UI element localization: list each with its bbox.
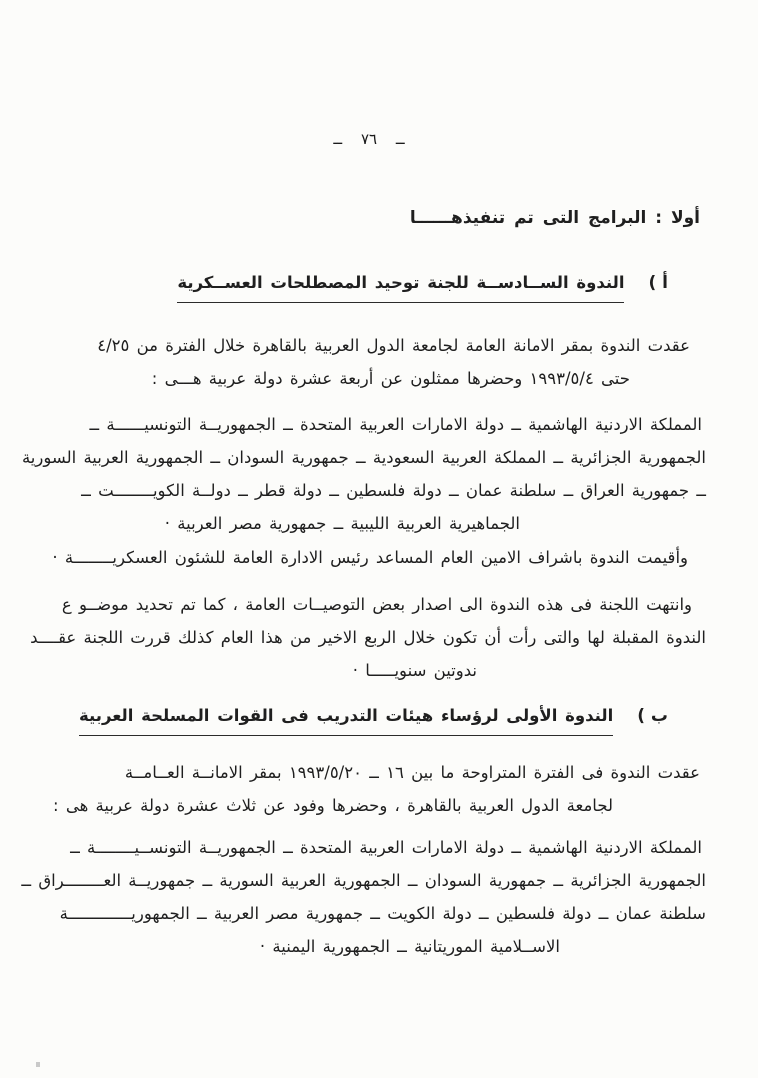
section-a-paragraph-1 xyxy=(40,329,706,395)
section-a-country-list xyxy=(21,408,706,540)
text-line: المملكة الاردنية الهاشمية ــ دولة الامارات العربية المتحدة ــ الجمهوريــة التونسيــــــة ــ xyxy=(89,415,702,434)
text-line: وانتهت اللجنة فى هذه الندوة الى اصدار بعض التوصيــات العامة ، كما تم تحديد موضــو ع xyxy=(61,595,692,614)
section-a-heading xyxy=(177,269,668,303)
text-line: الجمهورية الجزائرية ــ المملكة العربية السعودية ــ جمهورية السودان ــ الجمهورية العربية السورية xyxy=(21,448,706,467)
text-line: ندوتين سنويـــــا · xyxy=(352,661,477,680)
text-line: سلطنة عمان ــ دولة فلسطين ــ دولة الكويت ــ جمهورية مصر العربية ــ الجمهوريـــــــــــــة xyxy=(59,904,706,923)
text-line: المملكة الاردنية الهاشمية ــ دولة الامارات العربية المتحدة ــ الجمهوريــة التونســيــــــــة ــ xyxy=(70,838,702,857)
section-b-title: الندوة الأولى لرؤساء هيئات التدريب فى القوات المسلحة العربية xyxy=(79,702,613,736)
text-line: الجماهيرية العربية الليبية ــ جمهورية مصر العربية · xyxy=(164,514,520,533)
text-line: عقدت الندوة فى الفترة المتراوحة ما بين ١٦ ــ ١٩٩٣/٥/٢٠ بمقر الامانــة العــامــة xyxy=(124,763,700,782)
section-b-country-list xyxy=(21,831,706,963)
section-a-title: الندوة الســادســة للجنة توحيد المصطلحات العســكرية xyxy=(177,269,624,303)
section-a-paragraph-4 xyxy=(30,588,706,687)
text-line: الجمهورية الجزائرية ــ جمهورية السودان ــ الجمهورية العربية السورية ــ جمهوريــة العــــــــراق ــ xyxy=(21,871,706,890)
section-b-heading xyxy=(79,702,668,736)
intro-line: أولا : البرامج التى تم تنفيذهــــــا xyxy=(409,208,700,228)
text-line: الاســلامية الموريتانية ــ الجمهورية اليمنية · xyxy=(259,937,560,956)
section-a-paragraph-3 xyxy=(40,541,706,574)
text-line: عقدت الندوة بمقر الامانة العامة لجامعة الدول العربية بالقاهرة خلال الفترة من ٤/٢٥ xyxy=(97,336,690,355)
text-line: وأقيمت الندوة باشراف الامين العام المساعد رئيس الادارة العامة للشئون العسكريــــــــة · xyxy=(52,548,688,567)
section-b-paragraph-1 xyxy=(40,756,706,822)
text-line: ــ جمهورية العراق ــ سلطنة عمان ــ دولة فلسطين ــ دولة قطر ــ دولــة الكويــــــــت ــ xyxy=(81,481,706,500)
section-a-marker: أ ) xyxy=(648,273,668,293)
text-line: حتى ١٩٩٣/٥/٤ وحضرها ممثلون عن أربعة عشرة دولة عربية هـــى : xyxy=(151,369,630,388)
text-line: الندوة المقبلة لها والتى رأت أن تكون خلال الربع الاخير من هذا العام كذلك قررت اللجنة عقــــد xyxy=(30,628,706,647)
scan-artifact xyxy=(36,1062,40,1067)
section-b-marker: ب ) xyxy=(637,706,668,726)
text-line: لجامعة الدول العربية بالقاهرة ، وحضرها وفود عن ثلاث عشرة دولة عربية هى : xyxy=(53,796,613,815)
page-number: ــ ٧٦ ــ xyxy=(333,130,405,148)
